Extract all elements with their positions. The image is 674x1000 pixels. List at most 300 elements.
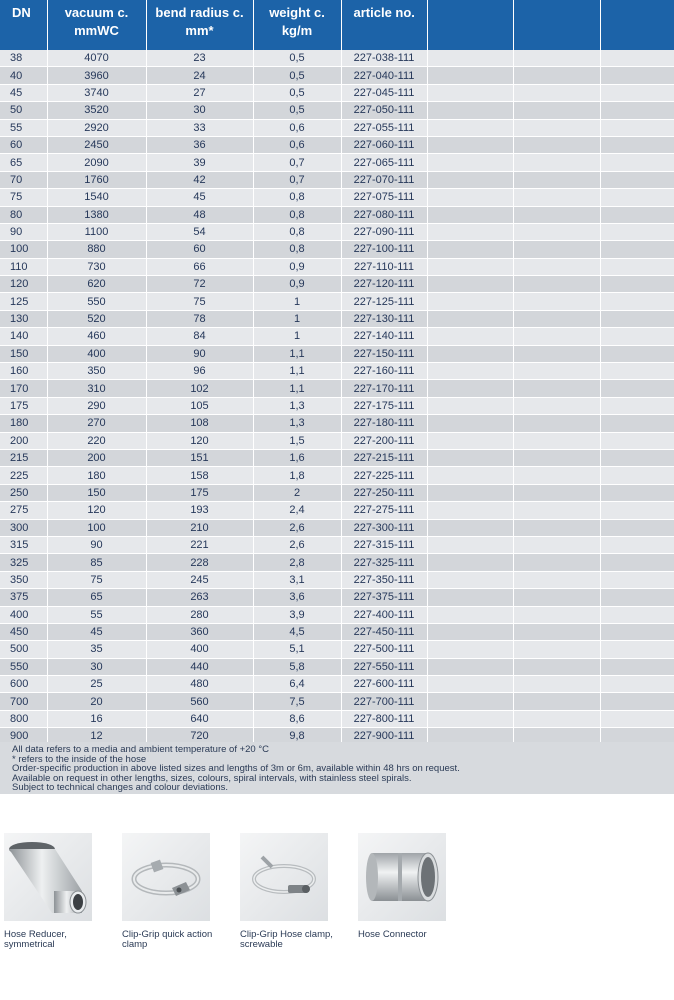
cell-dn: 180	[0, 415, 47, 432]
cell-vacuum: 90	[47, 536, 146, 553]
cell-empty	[600, 293, 674, 310]
table-row	[0, 536, 674, 553]
accessory-caption: screwable	[240, 938, 283, 950]
header-article-no: article no.	[341, 0, 427, 50]
cell-bend-radius: 27	[146, 84, 253, 101]
cell-bend-radius: 158	[146, 467, 253, 484]
cell-dn: 375	[0, 589, 47, 606]
cell-article-no: 227-180-111	[341, 415, 427, 432]
cell-bend-radius: 108	[146, 415, 253, 432]
cell-empty	[427, 432, 513, 449]
cell-bend-radius: 193	[146, 502, 253, 519]
note-line: Order-specific production in above listed sizes and lengths of 3m or 6m, available within 48 hrs on request.	[12, 763, 460, 775]
cell-empty	[427, 606, 513, 623]
accessory-caption: Clip-Grip Hose clamp,	[240, 929, 333, 940]
cell-dn: 315	[0, 536, 47, 553]
cell-dn: 450	[0, 623, 47, 640]
cell-vacuum: 290	[47, 397, 146, 414]
cell-empty	[513, 536, 600, 553]
cell-vacuum: 550	[47, 293, 146, 310]
cell-bend-radius: 360	[146, 623, 253, 640]
cell-empty	[427, 363, 513, 380]
table-row	[0, 467, 674, 484]
cell-bend-radius: 263	[146, 589, 253, 606]
cell-vacuum: 12	[47, 728, 146, 745]
cell-article-no: 227-550-111	[341, 658, 427, 675]
table-row	[0, 328, 674, 345]
table-row	[0, 710, 674, 727]
table-row	[0, 189, 674, 206]
cell-empty	[600, 693, 674, 710]
cell-empty	[600, 641, 674, 658]
cell-dn: 110	[0, 258, 47, 275]
accessory-clip-grip-quick-clamp[interactable]	[122, 833, 214, 949]
cell-weight: 0,7	[253, 154, 341, 171]
cell-empty	[513, 397, 600, 414]
cell-article-no: 227-325-111	[341, 554, 427, 571]
note-line: All data refers to a media and ambient temperature of +20 °C	[12, 744, 270, 755]
cell-dn: 65	[0, 154, 47, 171]
cell-bend-radius: 280	[146, 606, 253, 623]
cell-weight: 7,5	[253, 693, 341, 710]
cell-vacuum: 180	[47, 467, 146, 484]
hose-connector-icon	[358, 833, 446, 921]
hose-reducer-icon	[4, 833, 92, 921]
cell-weight: 9,8	[253, 728, 341, 745]
cell-article-no: 227-055-111	[341, 119, 427, 136]
cell-vacuum: 75	[47, 571, 146, 588]
cell-empty	[427, 276, 513, 293]
cell-empty	[600, 623, 674, 640]
cell-empty	[513, 449, 600, 466]
note-line: * refers to the inside of the hose	[12, 753, 147, 765]
cell-dn: 55	[0, 119, 47, 136]
table-row	[0, 293, 674, 310]
table-row	[0, 102, 674, 119]
cell-article-no: 227-400-111	[341, 606, 427, 623]
header-dn: DN	[0, 0, 47, 50]
table-row	[0, 171, 674, 188]
cell-empty	[513, 484, 600, 501]
cell-bend-radius: 245	[146, 571, 253, 588]
cell-article-no: 227-600-111	[341, 676, 427, 693]
cell-vacuum: 3960	[47, 67, 146, 84]
cell-empty	[427, 189, 513, 206]
cell-weight: 0,9	[253, 258, 341, 275]
cell-empty	[427, 241, 513, 258]
table-row	[0, 519, 674, 536]
cell-bend-radius: 78	[146, 310, 253, 327]
cell-dn: 75	[0, 189, 47, 206]
cell-weight: 3,9	[253, 606, 341, 623]
cell-vacuum: 1100	[47, 223, 146, 240]
cell-weight: 1,1	[253, 380, 341, 397]
cell-article-no: 227-075-111	[341, 189, 427, 206]
note-line: Subject to technical changes and colour deviations.	[12, 782, 228, 794]
cell-vacuum: 35	[47, 641, 146, 658]
cell-bend-radius: 54	[146, 223, 253, 240]
cell-empty	[427, 119, 513, 136]
cell-empty	[427, 415, 513, 432]
cell-empty	[600, 102, 674, 119]
cell-article-no: 227-300-111	[341, 519, 427, 536]
cell-bend-radius: 151	[146, 449, 253, 466]
cell-vacuum: 55	[47, 606, 146, 623]
table-row	[0, 484, 674, 501]
cell-bend-radius: 66	[146, 258, 253, 275]
cell-vacuum: 350	[47, 363, 146, 380]
cell-empty	[600, 171, 674, 188]
cell-empty	[513, 502, 600, 519]
cell-empty	[600, 449, 674, 466]
cell-weight: 1,3	[253, 397, 341, 414]
cell-empty	[427, 693, 513, 710]
cell-article-no: 227-175-111	[341, 397, 427, 414]
cell-article-no: 227-900-111	[341, 728, 427, 745]
cell-empty	[513, 589, 600, 606]
cell-bend-radius: 102	[146, 380, 253, 397]
cell-article-no: 227-200-111	[341, 432, 427, 449]
cell-empty	[600, 154, 674, 171]
cell-dn: 215	[0, 449, 47, 466]
cell-article-no: 227-080-111	[341, 206, 427, 223]
cell-vacuum: 100	[47, 519, 146, 536]
cell-vacuum: 65	[47, 589, 146, 606]
table-row	[0, 363, 674, 380]
cell-bend-radius: 45	[146, 189, 253, 206]
cell-empty	[600, 571, 674, 588]
cell-dn: 38	[0, 50, 47, 67]
cell-empty	[513, 623, 600, 640]
cell-empty	[427, 571, 513, 588]
cell-bend-radius: 560	[146, 693, 253, 710]
cell-empty	[513, 310, 600, 327]
cell-empty	[427, 397, 513, 414]
cell-empty	[513, 658, 600, 675]
cell-weight: 1,6	[253, 449, 341, 466]
table-row	[0, 345, 674, 362]
cell-empty	[600, 50, 674, 67]
cell-empty	[427, 223, 513, 240]
cell-weight: 0,7	[253, 171, 341, 188]
cell-dn: 225	[0, 467, 47, 484]
cell-empty	[600, 415, 674, 432]
cell-empty	[427, 171, 513, 188]
cell-article-no: 227-110-111	[341, 258, 427, 275]
cell-empty	[600, 258, 674, 275]
cell-dn: 70	[0, 171, 47, 188]
cell-weight: 0,9	[253, 276, 341, 293]
cell-dn: 600	[0, 676, 47, 693]
cell-empty	[427, 519, 513, 536]
cell-dn: 350	[0, 571, 47, 588]
cell-dn: 125	[0, 293, 47, 310]
cell-empty	[600, 223, 674, 240]
cell-empty	[427, 449, 513, 466]
cell-weight: 0,6	[253, 119, 341, 136]
table-row	[0, 241, 674, 258]
cell-weight: 5,8	[253, 658, 341, 675]
cell-weight: 1,1	[253, 363, 341, 380]
cell-bend-radius: 720	[146, 728, 253, 745]
cell-article-no: 227-090-111	[341, 223, 427, 240]
cell-empty	[513, 467, 600, 484]
cell-weight: 0,5	[253, 102, 341, 119]
cell-empty	[427, 345, 513, 362]
cell-empty	[513, 554, 600, 571]
cell-article-no: 227-350-111	[341, 571, 427, 588]
cell-article-no: 227-215-111	[341, 449, 427, 466]
cell-dn: 80	[0, 206, 47, 223]
table-row	[0, 502, 674, 519]
cell-article-no: 227-700-111	[341, 693, 427, 710]
cell-bend-radius: 60	[146, 241, 253, 258]
cell-bend-radius: 75	[146, 293, 253, 310]
cell-bend-radius: 72	[146, 276, 253, 293]
cell-empty	[427, 206, 513, 223]
cell-bend-radius: 24	[146, 67, 253, 84]
table-body	[0, 50, 674, 745]
accessory-hose-connector[interactable]	[358, 833, 450, 940]
cell-vacuum: 1760	[47, 171, 146, 188]
header-weight: weight c. kg/m	[253, 0, 341, 50]
table-row	[0, 67, 674, 84]
table-row	[0, 310, 674, 327]
cell-bend-radius: 48	[146, 206, 253, 223]
clip-grip-quick-clamp-icon	[122, 833, 210, 921]
cell-empty	[600, 119, 674, 136]
cell-empty	[427, 623, 513, 640]
cell-empty	[600, 519, 674, 536]
cell-vacuum: 2450	[47, 136, 146, 153]
accessory-caption: clamp	[122, 938, 148, 950]
cell-weight: 0,6	[253, 136, 341, 153]
cell-empty	[427, 67, 513, 84]
cell-empty	[600, 676, 674, 693]
cell-dn: 50	[0, 102, 47, 119]
cell-weight: 1,1	[253, 345, 341, 362]
table-row	[0, 449, 674, 466]
cell-empty	[513, 136, 600, 153]
cell-weight: 0,8	[253, 206, 341, 223]
cell-bend-radius: 33	[146, 119, 253, 136]
cell-empty	[513, 571, 600, 588]
cell-bend-radius: 440	[146, 658, 253, 675]
cell-empty	[513, 276, 600, 293]
cell-vacuum: 20	[47, 693, 146, 710]
cell-empty	[513, 258, 600, 275]
table-header-row	[0, 0, 674, 50]
cell-dn: 40	[0, 67, 47, 84]
cell-dn: 400	[0, 606, 47, 623]
cell-dn: 90	[0, 223, 47, 240]
cell-vacuum: 150	[47, 484, 146, 501]
cell-dn: 900	[0, 728, 47, 745]
cell-dn: 140	[0, 328, 47, 345]
cell-dn: 100	[0, 241, 47, 258]
table-row	[0, 136, 674, 153]
cell-weight: 3,1	[253, 571, 341, 588]
cell-weight: 1	[253, 328, 341, 345]
cell-vacuum: 730	[47, 258, 146, 275]
cell-weight: 1	[253, 293, 341, 310]
cell-empty	[600, 484, 674, 501]
cell-bend-radius: 84	[146, 328, 253, 345]
table-row	[0, 432, 674, 449]
cell-empty	[427, 554, 513, 571]
cell-article-no: 227-130-111	[341, 310, 427, 327]
cell-article-no: 227-065-111	[341, 154, 427, 171]
header-bend-radius: bend radius c. mm*	[146, 0, 253, 50]
table-row	[0, 50, 674, 67]
cell-empty	[427, 658, 513, 675]
cell-empty	[427, 484, 513, 501]
cell-vacuum: 2090	[47, 154, 146, 171]
note-line: Available on request in other lengths, sizes, colours, spiral intervals, with stainless steel spirals.	[12, 772, 412, 784]
accessory-hose-reducer[interactable]	[4, 833, 96, 949]
cell-dn: 60	[0, 136, 47, 153]
cell-bend-radius: 120	[146, 432, 253, 449]
cell-vacuum: 2920	[47, 119, 146, 136]
cell-article-no: 227-150-111	[341, 345, 427, 362]
cell-empty	[513, 380, 600, 397]
cell-empty	[600, 328, 674, 345]
table-row	[0, 258, 674, 275]
cell-empty	[600, 345, 674, 362]
cell-article-no: 227-120-111	[341, 276, 427, 293]
table-row	[0, 606, 674, 623]
cell-weight: 5,1	[253, 641, 341, 658]
table-row	[0, 415, 674, 432]
cell-vacuum: 460	[47, 328, 146, 345]
cell-bend-radius: 30	[146, 102, 253, 119]
cell-vacuum: 3740	[47, 84, 146, 101]
accessory-caption: Hose Connector	[358, 929, 427, 940]
header-empty-1	[427, 0, 513, 50]
cell-empty	[513, 363, 600, 380]
table-row	[0, 641, 674, 658]
cell-dn: 550	[0, 658, 47, 675]
cell-empty	[600, 189, 674, 206]
cell-article-no: 227-140-111	[341, 328, 427, 345]
cell-vacuum: 880	[47, 241, 146, 258]
cell-weight: 2,6	[253, 519, 341, 536]
accessory-caption: Hose Reducer,	[4, 929, 67, 940]
cell-bend-radius: 640	[146, 710, 253, 727]
cell-vacuum: 1540	[47, 189, 146, 206]
cell-empty	[513, 519, 600, 536]
cell-vacuum: 30	[47, 658, 146, 675]
cell-vacuum: 16	[47, 710, 146, 727]
cell-bend-radius: 228	[146, 554, 253, 571]
cell-bend-radius: 36	[146, 136, 253, 153]
cell-bend-radius: 175	[146, 484, 253, 501]
cell-vacuum: 85	[47, 554, 146, 571]
cell-empty	[513, 67, 600, 84]
cell-article-no: 227-045-111	[341, 84, 427, 101]
cell-weight: 2,8	[253, 554, 341, 571]
cell-dn: 325	[0, 554, 47, 571]
cell-bend-radius: 90	[146, 345, 253, 362]
cell-weight: 0,5	[253, 67, 341, 84]
cell-weight: 2,4	[253, 502, 341, 519]
cell-weight: 0,5	[253, 84, 341, 101]
cell-article-no: 227-375-111	[341, 589, 427, 606]
cell-empty	[600, 206, 674, 223]
cell-empty	[600, 67, 674, 84]
cell-bend-radius: 480	[146, 676, 253, 693]
cell-empty	[427, 502, 513, 519]
cell-empty	[427, 589, 513, 606]
cell-vacuum: 1380	[47, 206, 146, 223]
cell-dn: 45	[0, 84, 47, 101]
cell-vacuum: 200	[47, 449, 146, 466]
cell-empty	[600, 467, 674, 484]
cell-dn: 200	[0, 432, 47, 449]
cell-vacuum: 310	[47, 380, 146, 397]
cell-empty	[513, 676, 600, 693]
cell-empty	[600, 84, 674, 101]
cell-article-no: 227-450-111	[341, 623, 427, 640]
cell-bend-radius: 221	[146, 536, 253, 553]
cell-weight: 0,8	[253, 241, 341, 258]
cell-empty	[600, 554, 674, 571]
cell-bend-radius: 400	[146, 641, 253, 658]
cell-article-no: 227-225-111	[341, 467, 427, 484]
cell-empty	[427, 328, 513, 345]
accessory-caption: symmetrical	[4, 938, 55, 950]
cell-empty	[427, 84, 513, 101]
cell-empty	[427, 380, 513, 397]
notes-box	[0, 742, 674, 794]
cell-empty	[513, 415, 600, 432]
table-row	[0, 571, 674, 588]
cell-empty	[513, 432, 600, 449]
cell-bend-radius: 105	[146, 397, 253, 414]
cell-vacuum: 400	[47, 345, 146, 362]
cell-vacuum: 3520	[47, 102, 146, 119]
clip-grip-screw-clamp-icon	[240, 833, 328, 921]
cell-article-no: 227-315-111	[341, 536, 427, 553]
cell-empty	[513, 293, 600, 310]
cell-weight: 8,6	[253, 710, 341, 727]
cell-article-no: 227-038-111	[341, 50, 427, 67]
cell-empty	[427, 293, 513, 310]
table-row	[0, 380, 674, 397]
cell-dn: 175	[0, 397, 47, 414]
accessory-clip-grip-screw-clamp[interactable]	[240, 833, 332, 949]
cell-weight: 0,8	[253, 223, 341, 240]
cell-empty	[513, 693, 600, 710]
cell-weight: 1,3	[253, 415, 341, 432]
cell-empty	[600, 589, 674, 606]
cell-empty	[427, 641, 513, 658]
cell-empty	[513, 154, 600, 171]
table-row	[0, 206, 674, 223]
cell-article-no: 227-250-111	[341, 484, 427, 501]
cell-empty	[513, 710, 600, 727]
cell-article-no: 227-160-111	[341, 363, 427, 380]
cell-weight: 2	[253, 484, 341, 501]
table-row	[0, 589, 674, 606]
cell-empty	[600, 363, 674, 380]
cell-article-no: 227-500-111	[341, 641, 427, 658]
table-row	[0, 554, 674, 571]
cell-empty	[600, 658, 674, 675]
table-row	[0, 623, 674, 640]
cell-article-no: 227-050-111	[341, 102, 427, 119]
table-row	[0, 154, 674, 171]
